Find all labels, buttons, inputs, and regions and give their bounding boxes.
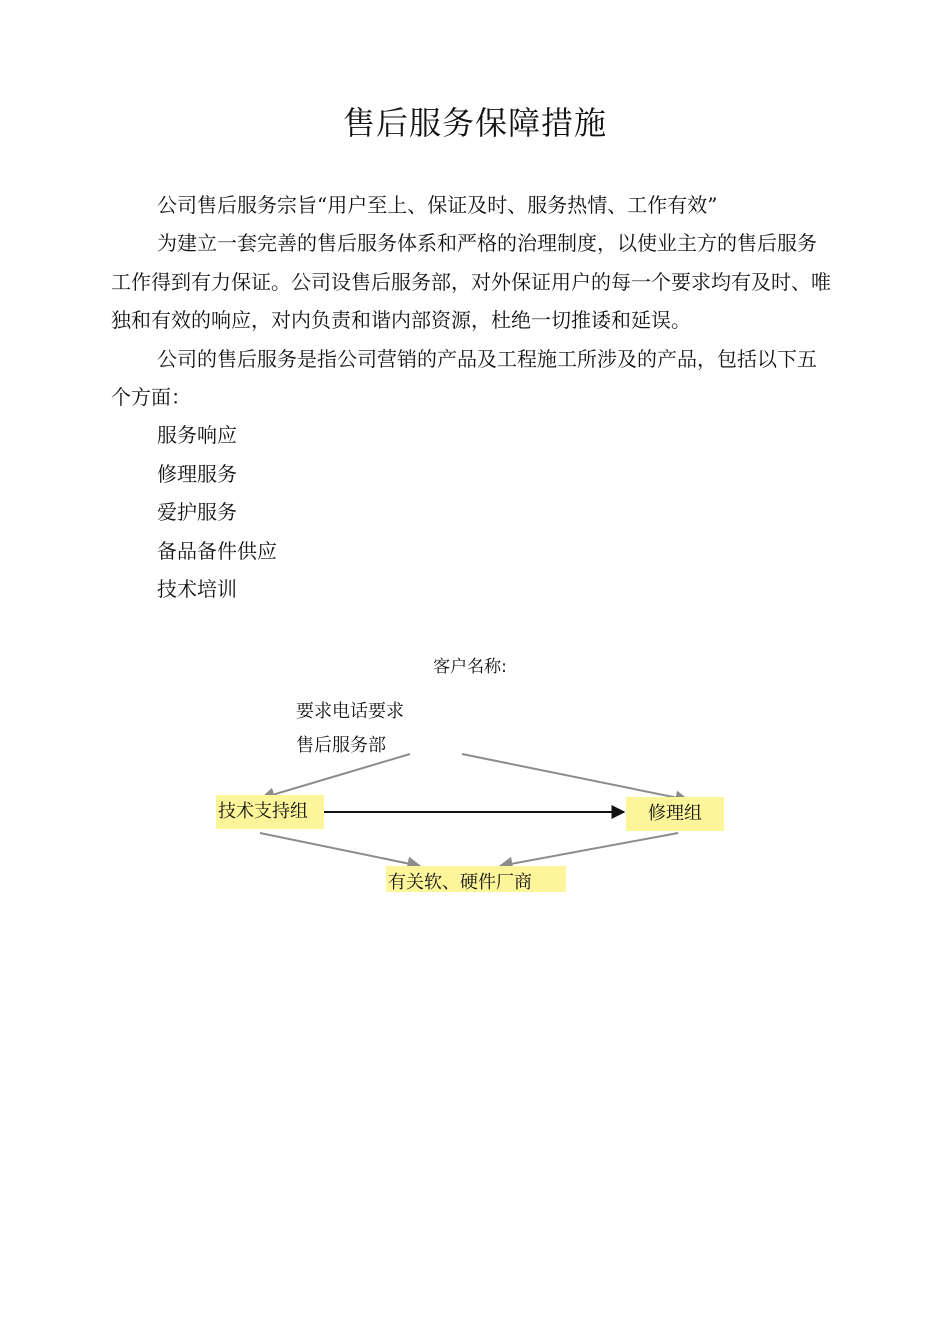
diagram-vendors: 有关软、硬件厂商 bbox=[386, 866, 566, 892]
arrow-tech-to-vendors bbox=[260, 833, 420, 866]
paragraph-service-system: 为建立一套完善的售后服务体系和严格的治理制度，以使业主方的售后服务工作得到有力保证。公司设售后服务部，对外保证用户的每一个要求均有及时、唯独和有效的响应，对内负责和谐内部资源，杜绝一切推诿和延误。 bbox=[111, 231, 831, 333]
paragraph-service-aim: 公司售后服务宗旨“用户至上、保证及时、服务热情、工作有效” bbox=[157, 193, 718, 217]
list-item: 备品备件供应 bbox=[157, 538, 277, 563]
diagram-request-line: 要求电话要求 bbox=[296, 701, 404, 722]
document-title: 售后服务保障措施 bbox=[342, 104, 607, 142]
diagram-repair: 修理组 bbox=[626, 797, 724, 831]
list-item: 技术培训 bbox=[157, 577, 237, 602]
list-item: 修理服务 bbox=[157, 461, 237, 486]
list-item: 爱护服务 bbox=[157, 500, 237, 525]
diagram-tech-support: 技术支持组 bbox=[216, 795, 324, 829]
diagram-department: 售后服务部 bbox=[296, 735, 386, 756]
arrow-dept-to-tech bbox=[262, 754, 410, 798]
arrow-repair-to-vendors bbox=[500, 833, 678, 866]
paragraph-service-scope: 公司的售后服务是指公司营销的产品及工程施工所涉及的产品，包括以下五个方面： bbox=[111, 346, 817, 410]
diagram-caption: 客户名称: bbox=[433, 657, 507, 677]
list-item: 服务响应 bbox=[157, 423, 237, 448]
arrow-dept-to-repair bbox=[462, 754, 688, 800]
